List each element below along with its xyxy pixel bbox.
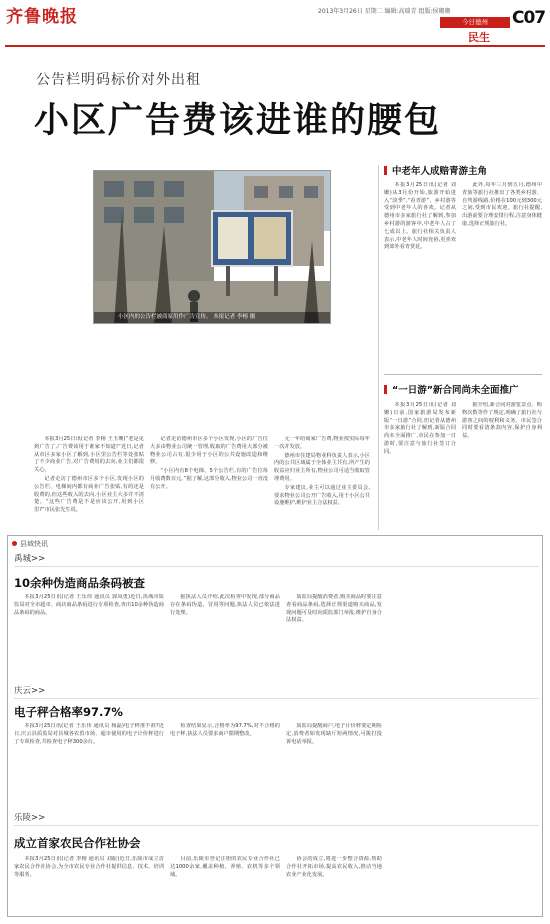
banner: 今日德州 (440, 17, 510, 28)
title-marker-icon (384, 385, 387, 394)
paragraph: 据执法人员介绍,此次检查中发现,部分商品存在条码伪造、冒用等问题,执法人员已依法进行处理。 (170, 594, 280, 616)
page-number: C07 (512, 8, 546, 28)
city-label: 禹城>> (14, 554, 46, 564)
photo-caption: 小区内的公告栏被商家用作广告宣传。 本报记者 李榕 摄 (94, 312, 330, 323)
county-news-tab-text: 县域快讯 (20, 540, 48, 548)
paragraph: 本报3月25日讯(记者 刘姗)日前,国家旅游局发布新版“一日游”合同,但记者从德州市多家旅行社了解到,新版合同尚未全面推广,市民在参加一日游时,要注意与旅行社签订合同。 (384, 402, 456, 455)
news-title: 电子秤合格率97.7% (14, 705, 123, 719)
dateline: 2013年3月26日 星期二 编辑:高瑞青 组版:侯珊珊 (318, 8, 451, 15)
column-divider (378, 165, 379, 530)
side-title-1 (384, 165, 487, 179)
news-title: 10余种伪造商品条码被查 (14, 576, 146, 590)
paragraph: 记者走访德州市区多个小区发现,小区的广告位大多由物业公司统一管理,收取的广告费用大部分被物业公司占有,很少用于小区的公共设施改造和维修。 (150, 436, 268, 466)
news-column (170, 723, 280, 823)
paragraph: 本报3月25日讯(记者 王乐伟 通讯员 杨磊)电子秤准不准?近日,庆云县质监局对县城各农贸市场、超市使用的电子计价秤进行了专项检查,共检查电子秤300余台。 (14, 723, 164, 745)
paragraph: 此外,每年三月到五月,德州中青旅等旅行社推出了各类乡村游、自驾游线路,价格在100元到300元之间,受到市民欢迎。旅行社提醒,出游前要合理安排行程,注意身体健康,选择正规旅行社。 (462, 182, 542, 227)
news-column (170, 594, 280, 704)
main-kicker: 公告栏明码标价对外出租 (36, 72, 201, 88)
city-label: 乐陵>> (14, 813, 46, 823)
paragraph: 检查结果显示,合格率为97.7%,对不合格的电子秤,执法人员要求商户限期整改。 (170, 723, 280, 737)
county-news-tab (12, 539, 48, 549)
masthead (0, 0, 550, 44)
side-title-2 (384, 384, 519, 398)
side-divider (384, 374, 542, 375)
city-rule (14, 566, 539, 567)
paragraph: 本报3月25日讯(记者 李榕 通讯员 刘振)近日,乐陵市成立首家农民合作社协会,为全市农民专业合作社提供信息、技术、培训等服务。 (14, 856, 164, 878)
header-rule (5, 45, 545, 47)
news-title: 成立首家农民合作社协会 (14, 836, 141, 850)
paragraph: 本报3月25日讯(记者 李榕 王玉珊)“老是见到广告了,广告费该用于谁家不知道!”近日,记者从市区多家小区了解到,小区里公告栏等处张贴了不少商业广告,对广告费用的去向,业主们都很关心。 (34, 436, 144, 474)
newspaper-logo: 齐鲁晚报 (6, 7, 78, 27)
paragraph: 记者走访了德州市区多个小区,发现小区的公告栏、电梯间内都有商业广告张贴,有的还是收费的,但这些收入的去向,小区业主大多并不清楚。“这些广告费是不是应该公开,用到小区里?”市民张先生说。 (34, 475, 144, 514)
paragraph: 协会的成立,将进一步整合资源,帮助合作社开拓市场,提高农民收入,推动当地农业产业化发展。 (286, 856, 382, 878)
main-headline: 小区广告费该进谁的腰包 (34, 101, 442, 141)
paragraph: 目前,乐陵市登记注册的农民专业合作社已达1000余家,覆盖种植、养殖、农机等多个领域。 (170, 856, 280, 878)
paragraph: 据介绍,新合同对游览景点、购物次数等作了规定,明确了旅行社与游客之间的权利和义务。市民签合同时要看清条款内容,保护自身利益。 (462, 402, 542, 440)
side2-column-1 (384, 402, 456, 527)
photo-illustration (94, 171, 331, 324)
paragraph: 本报3月25日讯(记者 王乐伟 通讯员 郭凤勇)近日,禹城市质监局对全市超市、商店商品条码进行专项检查,查出10余种伪造商品条码的商品。 (14, 594, 164, 616)
main-column-2 (150, 436, 268, 528)
paragraph: 质监局提醒商户,电子计价秤要定期检定,消费者如发现缺斤短两情况,可拨打投诉电话举报。 (286, 723, 382, 745)
side2-column-2 (462, 402, 542, 527)
main-photo (93, 170, 331, 324)
news-column (286, 594, 382, 704)
news-column (14, 856, 164, 914)
city-rule (14, 698, 539, 699)
news-column (14, 723, 164, 823)
paragraph: 本报3月25日讯(记者 刘姗)从3月份开始,旅游开始进入“淡季”,“看青游”、乡村游等受到中老年人的喜欢。记者从德州市多家旅行社了解到,参加乡村游的游客中,中老年人占了七成以上。旅行社相关负责人表示,中老年人时间充裕,更喜欢到郊外看青赏花。 (384, 182, 456, 251)
main-column-1 (34, 436, 144, 528)
paragraph: 质监局提醒消费者,购买商品时要注意查看商品条码,选择正规渠道购买商品,发现问题可及时向质监部门举报,维护自身合法权益。 (286, 594, 382, 624)
side-title-1-text: 中老年人成赔青游主角 (392, 166, 488, 177)
bullet-icon (12, 541, 17, 546)
paragraph: 元一年给商家广告费,物业按实际每年一次并发放。 (274, 436, 370, 450)
news-column (170, 856, 280, 914)
side1-column-1 (384, 182, 456, 362)
city-label: 庆云>> (14, 686, 46, 696)
paragraph: “小区内有8个电梯、5个公告栏,有的广告位每月收费数百元。”据了解,这部分收入,物业公司一直没有公开。 (150, 468, 268, 490)
paragraph: 专家建议,业主可以通过业主委员会,要求物业公司公开广告收入,用于小区公共设施维护,维护业主合法权益。 (274, 484, 370, 507)
title-marker-icon (384, 166, 387, 175)
section-name: 民生 (468, 31, 490, 44)
side1-column-2 (462, 182, 542, 362)
news-column (286, 856, 382, 914)
paragraph: 德州市住建局物业科负责人表示,小区内的公共区域属于全体业主共有,所产生的收益应归业主所有,物业公司可适当收取管理费用。 (274, 452, 370, 482)
city-rule (14, 825, 539, 826)
main-column-3 (274, 436, 370, 528)
side-title-2-text: “一日游”新合同尚未全面推广 (392, 385, 519, 396)
news-column (286, 723, 382, 823)
